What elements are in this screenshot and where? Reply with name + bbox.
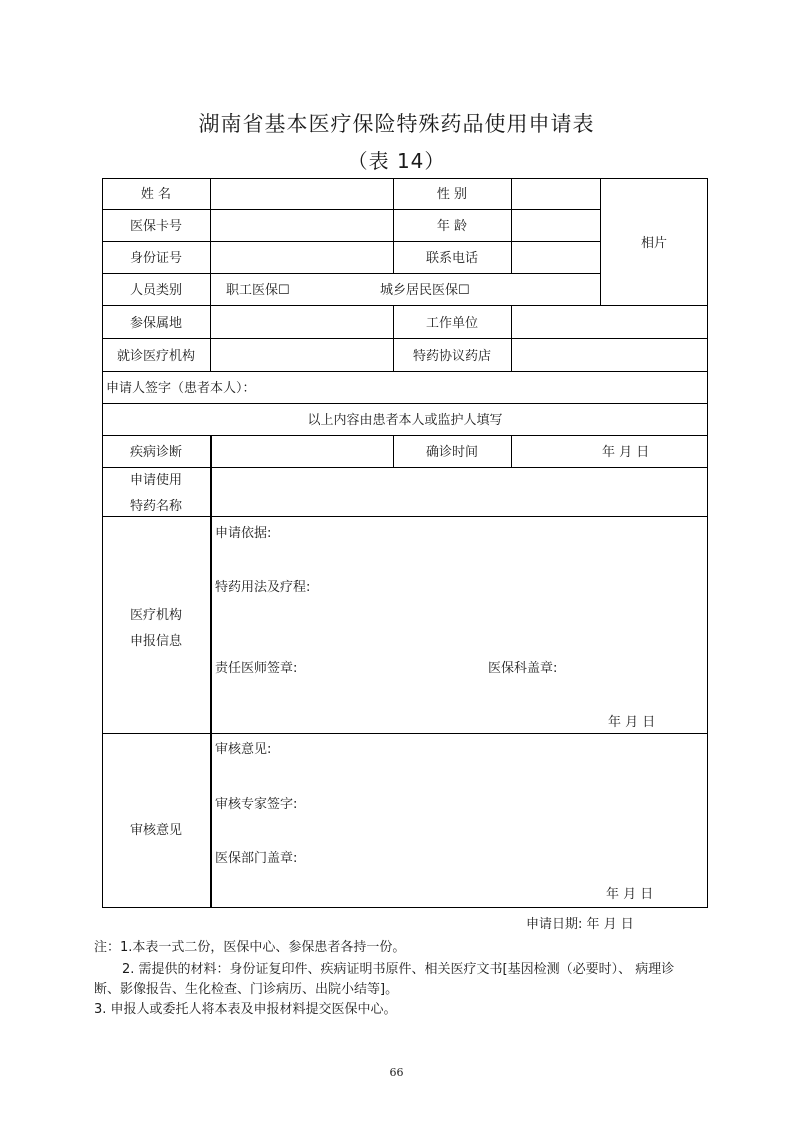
card-label: 医保卡号 bbox=[129, 219, 182, 234]
apply-date: 申请日期: 年 月 日 bbox=[526, 917, 634, 932]
row-line bbox=[102, 435, 708, 436]
page-number: 66 bbox=[389, 1066, 404, 1079]
bureau-seal-label: 医保部门盖章: bbox=[215, 851, 298, 866]
application-basis-label: 申请依据: bbox=[215, 526, 272, 541]
border-top bbox=[102, 178, 708, 179]
confirm-date: 年 月 日 bbox=[602, 445, 650, 460]
type-option-employee[interactable]: 职工医保☐ bbox=[226, 283, 290, 298]
drug-label-line2: 特药名称 bbox=[129, 499, 182, 514]
employer-label: 工作单位 bbox=[425, 316, 478, 331]
col-line bbox=[511, 178, 512, 274]
hospital-label: 就诊医疗机构 bbox=[116, 349, 195, 364]
row-line bbox=[102, 733, 708, 734]
col-line bbox=[511, 305, 512, 371]
fill-note: 以上内容由患者本人或监护人填写 bbox=[307, 413, 503, 428]
age-label: 年 龄 bbox=[436, 219, 468, 234]
review-date: 年 月 日 bbox=[606, 887, 654, 902]
col-line bbox=[210, 435, 212, 908]
col-line bbox=[210, 178, 211, 371]
col-line bbox=[511, 435, 512, 467]
doctor-signature-label: 责任医师签章: bbox=[215, 661, 298, 676]
note-2-continued: 断、影像报告、生化检查、门诊病历、出院小结等]。 bbox=[94, 982, 399, 997]
form-title: 湖南省基本医疗保险特殊药品使用申请表 bbox=[198, 112, 595, 136]
row-line bbox=[102, 305, 708, 306]
row-line bbox=[102, 467, 708, 468]
gender-label: 性 别 bbox=[436, 187, 468, 202]
insurance-dept-seal-label: 医保科盖章: bbox=[488, 661, 558, 676]
border-right bbox=[707, 178, 708, 908]
row-line bbox=[102, 209, 600, 210]
row-line bbox=[102, 516, 708, 517]
application-form bbox=[102, 178, 708, 908]
pharmacy-label: 特药协议药店 bbox=[412, 349, 491, 364]
type-label: 人员类别 bbox=[129, 283, 182, 298]
row-line bbox=[102, 371, 708, 372]
note-3: 3. 申报人或委托人将本表及申报材料提交医保中心。 bbox=[94, 1002, 397, 1017]
photo-label: 相片 bbox=[640, 236, 667, 251]
note-1: 注：1.本表一式二份，医保中心、参保患者各持一份。 bbox=[94, 940, 406, 955]
expert-signature-label: 审核专家签字: bbox=[215, 797, 298, 812]
id-label: 身份证号 bbox=[129, 251, 182, 266]
form-subtitle: （表 14） bbox=[347, 149, 446, 173]
row-line bbox=[102, 338, 708, 339]
region-label: 参保属地 bbox=[129, 316, 182, 331]
diagnosis-label: 疾病诊断 bbox=[129, 445, 182, 460]
institution-label-line2: 申报信息 bbox=[129, 634, 182, 649]
confirm-time-label: 确诊时间 bbox=[425, 445, 478, 460]
drug-usage-label: 特药用法及疗程: bbox=[215, 580, 311, 595]
row-line bbox=[102, 403, 708, 404]
border-bottom bbox=[102, 907, 708, 908]
review-label: 审核意见 bbox=[129, 823, 182, 838]
row-line bbox=[102, 273, 600, 274]
row-line bbox=[102, 241, 600, 242]
phone-label: 联系电话 bbox=[425, 251, 478, 266]
note-2: 2. 需提供的材料：身份证复印件、疾病证明书原件、相关医疗文书[基因检测（必要时）、 病理诊 bbox=[122, 962, 675, 977]
review-opinion-label: 审核意见: bbox=[215, 742, 272, 757]
institution-date: 年 月 日 bbox=[608, 715, 656, 730]
institution-label-line1: 医疗机构 bbox=[129, 608, 182, 623]
type-option-resident[interactable]: 城乡居民医保☐ bbox=[380, 283, 470, 298]
applicant-signature-label: 申请人签字（患者本人）： bbox=[106, 381, 256, 396]
drug-label-line1: 申请使用 bbox=[129, 473, 182, 488]
name-label: 姓 名 bbox=[140, 187, 172, 202]
